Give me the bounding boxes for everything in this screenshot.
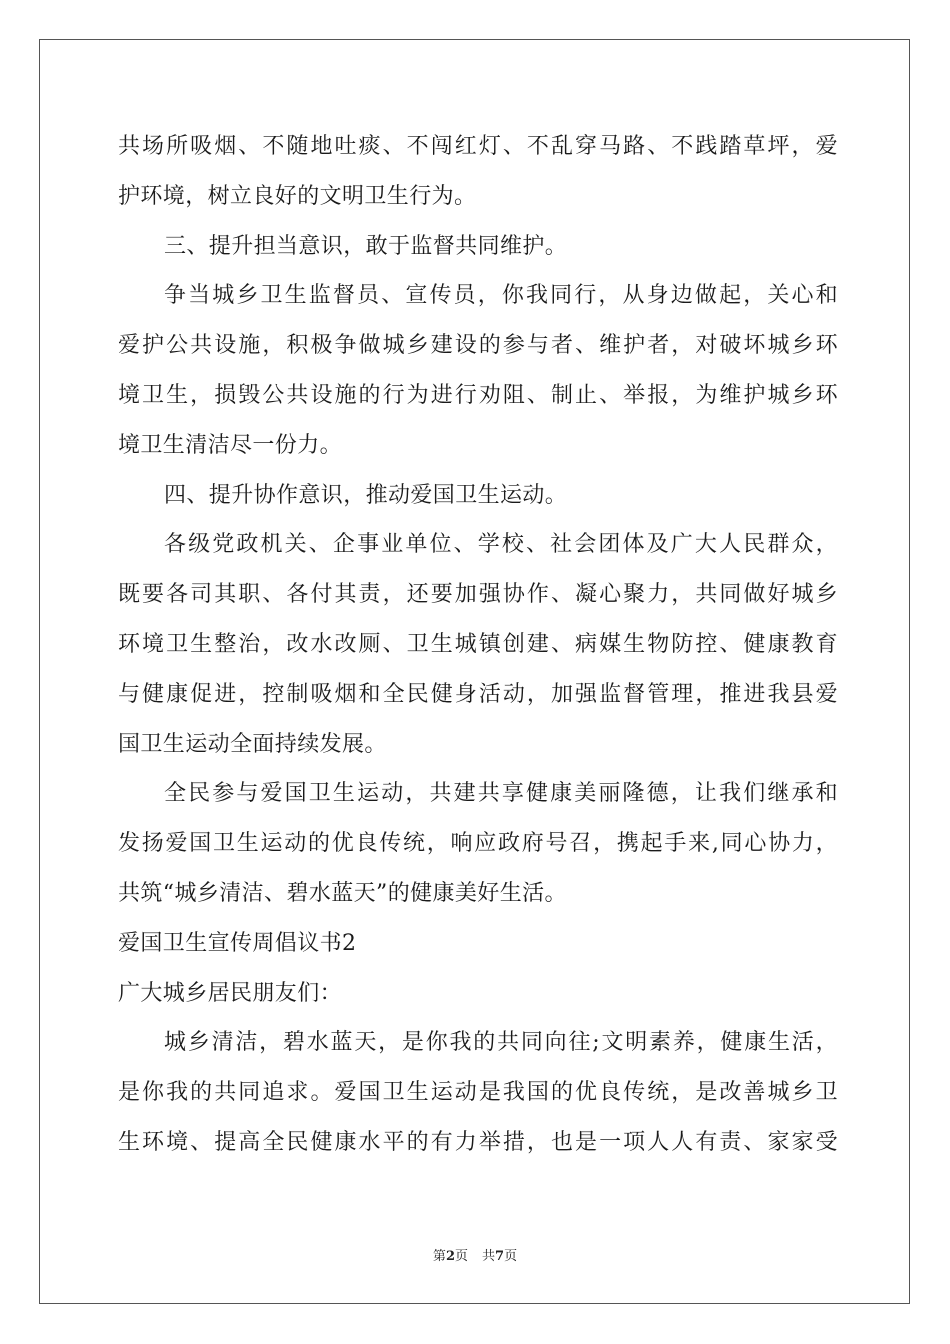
- page-suffix: 页: [454, 1249, 468, 1264]
- text-line-13: 国卫生运动全面持续发展。: [118, 731, 387, 757]
- total-prefix: 共: [482, 1249, 496, 1264]
- text-line-16: 共筑“城乡清洁、碧水蓝天”的健康美好生活。: [118, 880, 567, 906]
- text-line-4: 争当城乡卫生监督员、宣传员，你我同行，从身边做起，关心和: [164, 283, 838, 309]
- text-line-21: 生环境、提高全民健康水平的有力举措，也是一项人人有责、家家受: [118, 1129, 838, 1155]
- text-line-2: 护环境，树立良好的文明卫生行为。: [118, 183, 477, 209]
- document-title-2: 爱国卫生宣传周倡议书2: [118, 930, 357, 956]
- text-line-1: 共场所吸烟、不随地吐痰、不闯红灯、不乱穿马路、不践踏草坪，爱: [118, 134, 838, 159]
- page-prefix: 第: [432, 1249, 446, 1264]
- text-line-11: 环境卫生整治，改水改厕、卫生城镇创建、病媒生物防控、健康教育: [118, 631, 838, 657]
- text-line-9: 各级党政机关、企事业单位、学校、社会团体及广大人民群众，: [164, 532, 838, 558]
- page-footer: [0, 1245, 950, 1264]
- text-line-10: 既要各司其职、各付其责，还要加强协作、凝心聚力，共同做好城乡: [118, 582, 838, 608]
- section-heading-3: 三、提升担当意识，敢于监督共同维护。: [164, 233, 568, 259]
- text-line-7: 境卫生清洁尽一份力。: [118, 432, 343, 458]
- text-line-6: 境卫生，损毁公共设施的行为进行劝阻、制止、举报，为维护城乡环: [118, 382, 838, 408]
- document-body: [118, 122, 838, 1168]
- text-line-20: 是你我的共同追求。爱国卫生运动是我国的优良传统，是改善城乡卫: [118, 1080, 838, 1106]
- text-line-14: 全民参与爱国卫生运动，共建共享健康美丽隆德，让我们继承和: [164, 781, 838, 807]
- text-line-12: 与健康促进，控制吸烟和全民健身活动，加强监督管理，推进我县爱: [118, 681, 838, 707]
- text-line-15: 发扬爱国卫生运动的优良传统，响应政府号召，携起手来,同心协力，: [118, 831, 838, 857]
- total-page-number: 7: [495, 1249, 505, 1264]
- text-line-5: 爱护公共设施，积极争做城乡建设的参与者、维护者，对破坏城乡环: [118, 333, 838, 359]
- current-page-number: 2: [445, 1249, 455, 1264]
- total-suffix: 页: [504, 1249, 518, 1264]
- section-heading-4: 四、提升协作意识，推动爱国卫生运动。: [164, 482, 568, 508]
- salutation: 广大城乡居民朋友们：: [118, 980, 343, 1006]
- text-line-19: 城乡清洁，碧水蓝天，是你我的共同向往;文明素养，健康生活，: [164, 1030, 838, 1056]
